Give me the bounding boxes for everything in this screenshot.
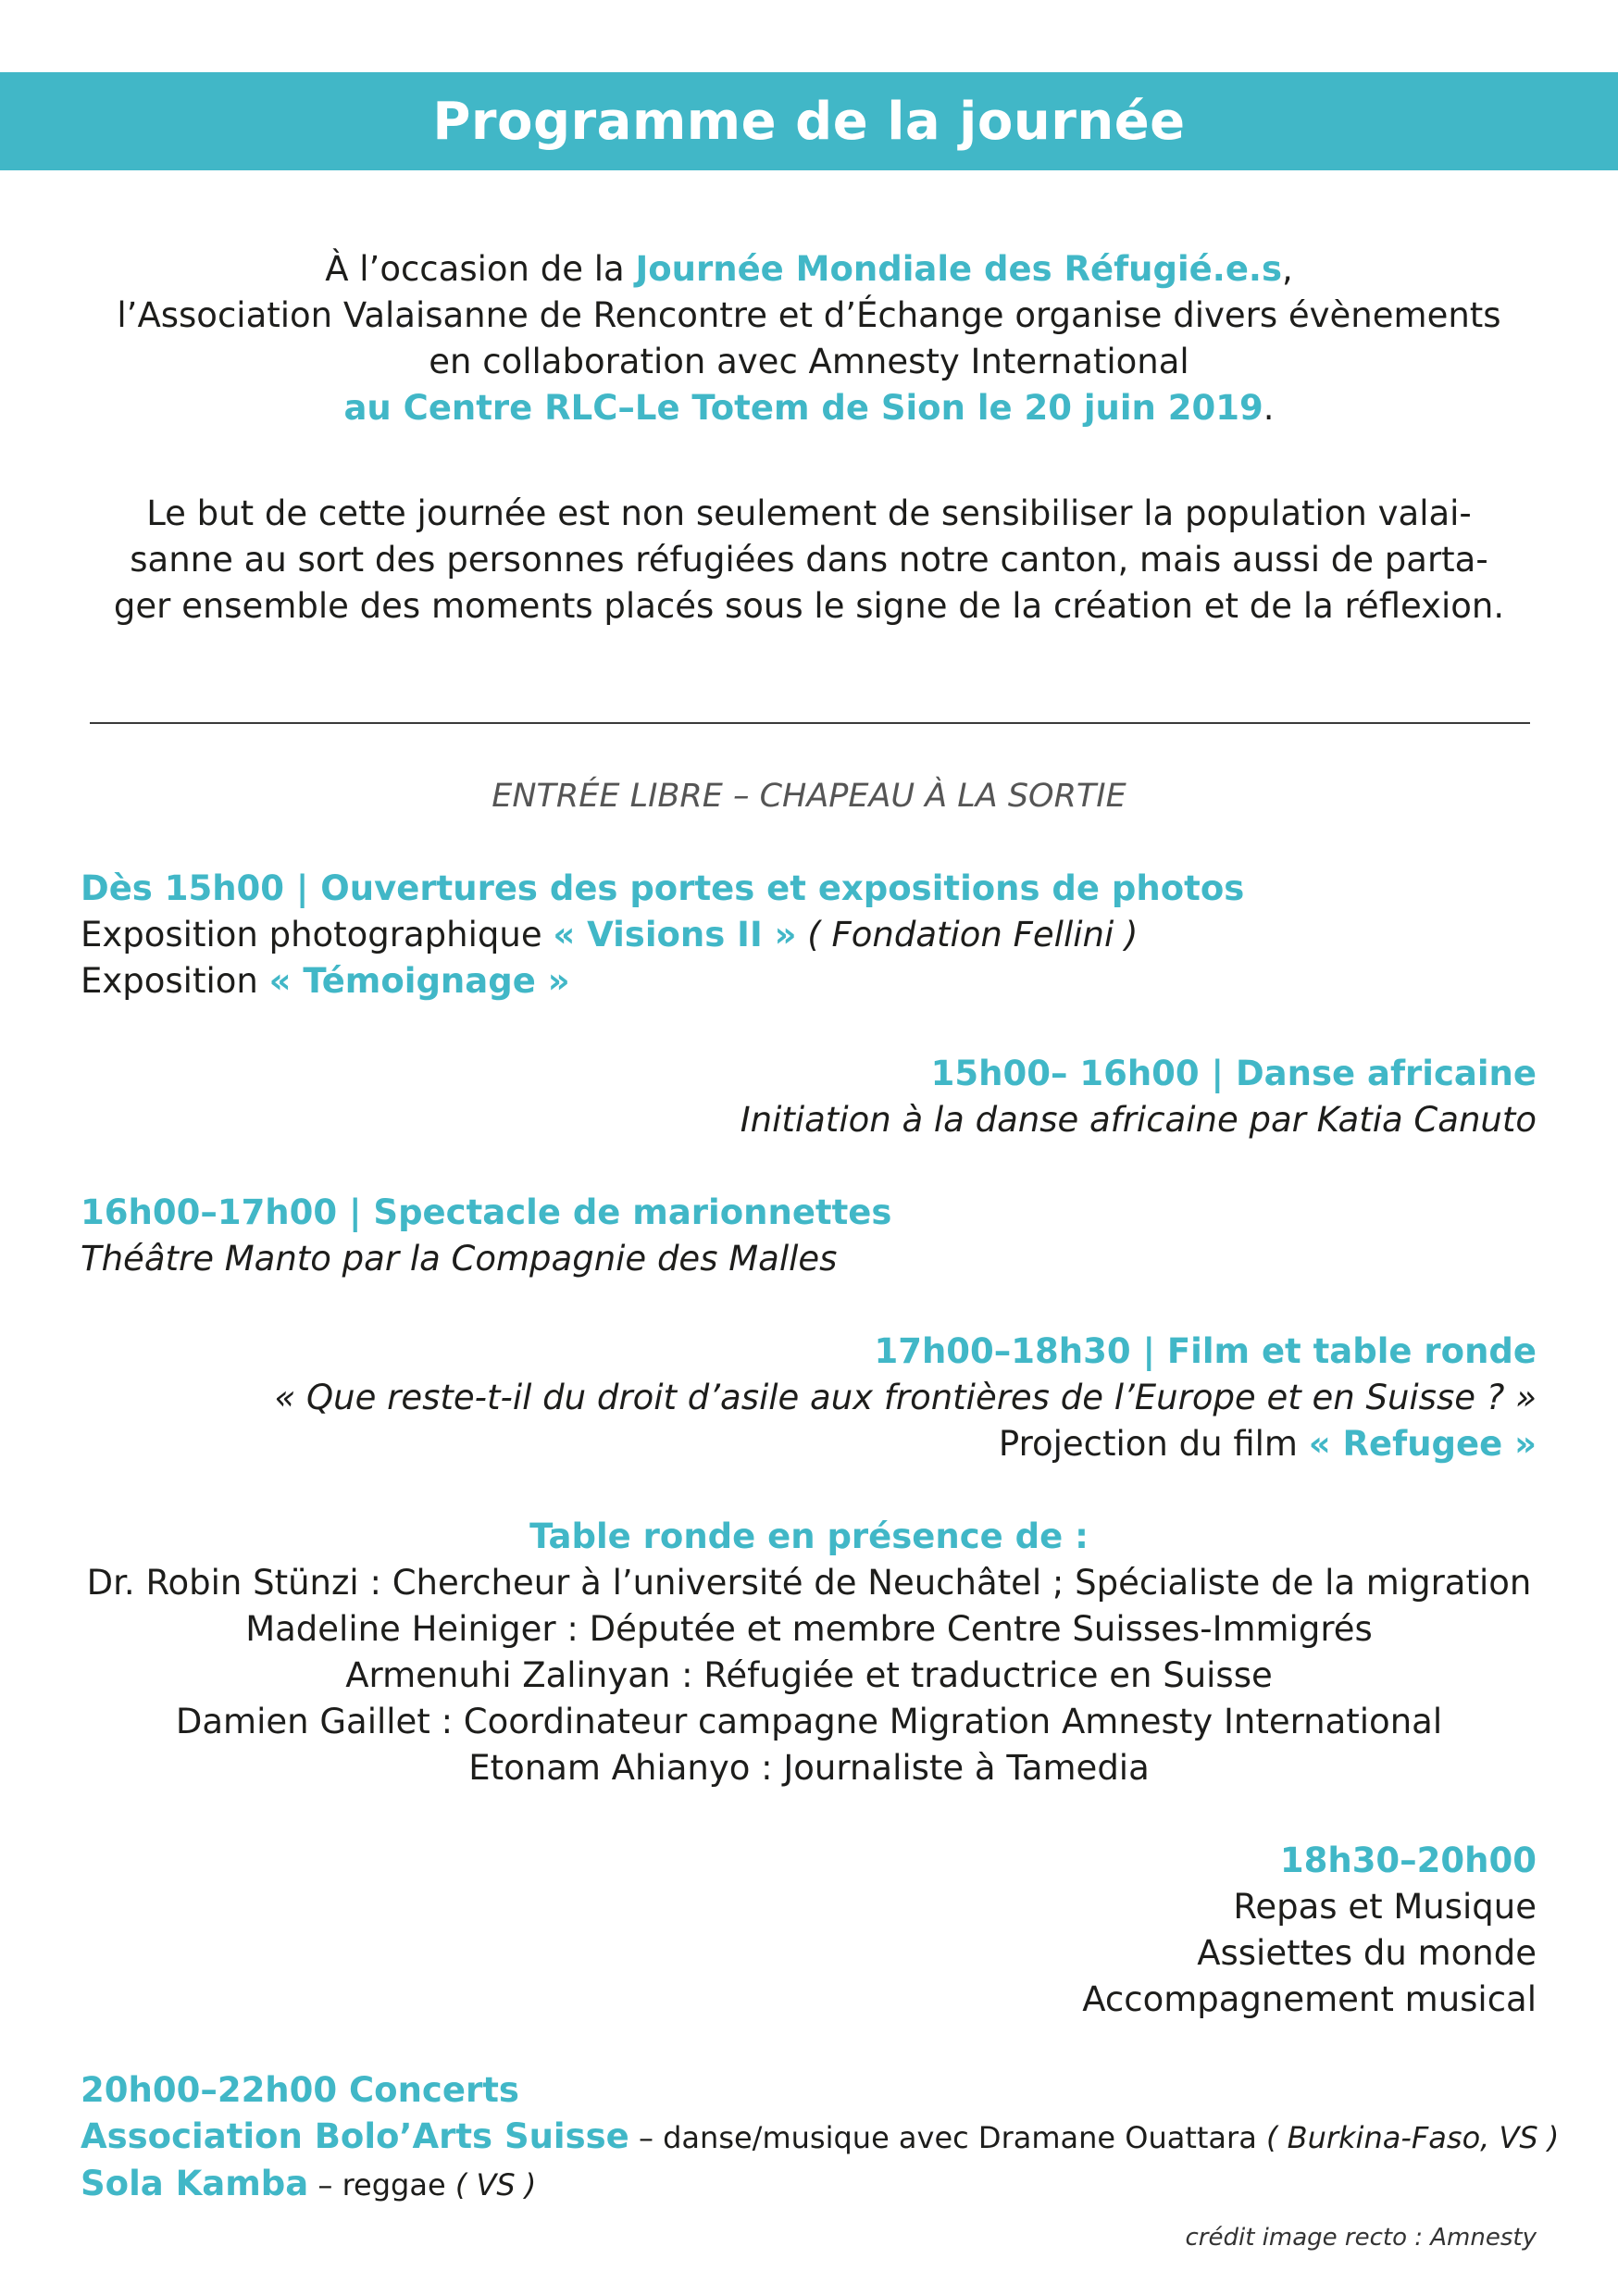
intro-text: À l’occasion de la [325,249,636,289]
event-line [81,912,1562,958]
event-text: Exposition photographique [81,915,554,955]
intro-text: . [1263,388,1275,428]
member-role: : Députée et membre Centre Suisses-Immigrés [555,1609,1373,1649]
event-title: 16h00–17h00 | Spectacle de marionnettes [81,1192,892,1232]
event-line: Assiettes du monde [1197,1933,1537,1973]
event-text: Exposition [81,961,269,1001]
purpose-line: sanne au sort des personnes réfugiées dans notre canton, mais aussi de parta- [130,540,1488,580]
artist-name: Association Bolo’Arts Suisse [81,2116,629,2156]
panel-member [56,1653,1562,1699]
intro-line-4 [56,385,1562,431]
event-dance [56,1051,1537,1143]
member-name: Etonam Ahianyo [468,1748,751,1788]
purpose-paragraph [56,491,1562,630]
exhibition-name: « Témoignage » [268,961,570,1001]
event-film [56,1329,1537,1467]
event-title: 17h00–18h30 | Film et table ronde [874,1331,1537,1371]
member-name: Madeline Heiniger [245,1609,556,1649]
event-line: Initiation à la danse africaine par Katia Canuto [740,1100,1537,1140]
member-name: Armenuhi Zalinyan [345,1655,671,1695]
intro-line-2: l’Association Valaisanne de Rencontre et d’Échange organise divers évènements [117,295,1501,335]
panel-title: Table ronde en présence de : [529,1516,1089,1556]
member-name: Dr. Robin Stünzi [86,1563,359,1603]
event-location-date: au Centre RLC–Le Totem de Sion le 20 juin 2019 [343,388,1263,428]
intro-paragraph [56,246,1562,431]
artist-name: Sola Kamba [81,2164,309,2203]
event-meal [56,1838,1537,2023]
artist-desc: – reggae [308,2167,455,2202]
purpose-line: Le but de cette journée est non seulement de sensibiliser la population valai- [146,493,1472,533]
purpose-line: ger ensemble des moments placés sous le signe de la création et de la réflexion. [113,586,1505,626]
event-line: « Que reste-t-il du droit d’asile aux frontières de l’Europe et en Suisse ? » [274,1378,1537,1417]
member-role: : Réfugiée et traductrice en Suisse [670,1655,1273,1695]
event-title: 15h00– 16h00 | Danse africaine [930,1054,1537,1093]
artist-desc: – danse/musique avec Dramane Ouattara [629,2120,1266,2155]
page-title: Programme de la journée [432,91,1186,152]
intro-line-1 [56,246,1562,293]
member-role: : Chercheur à l’université de Neuchâtel ; Spécialiste de la migration [358,1563,1532,1603]
artist-origin: ( Burkina-Faso, VS ) [1265,2120,1560,2155]
intro-line-3: en collaboration avec Amnesty International [429,342,1189,381]
event-concerts [81,2067,1562,2208]
member-role: : Coordinateur campagne Migration Amnesty International [429,1702,1443,1741]
entry-notice: ENTRÉE LIBRE – CHAPEAU À LA SORTIE [492,778,1126,815]
panel-list [56,1514,1562,1791]
event-line: Repas et Musique [1233,1887,1537,1927]
event-line: Accompagnement musical [1082,1979,1537,2019]
event-text: Projection du film [998,1424,1309,1464]
title-banner [0,72,1618,170]
event-name: Journée Mondiale des Réfugié.e.s [635,249,1283,289]
film-name: « Refugee » [1308,1424,1537,1464]
panel-member [56,1745,1562,1791]
panel-member [56,1560,1562,1606]
concert-item [81,2114,1562,2161]
image-credit: crédit image recto : Amnesty [1185,2224,1537,2252]
event-line [81,958,1562,1004]
event-opening [81,866,1562,1004]
event-title: Dès 15h00 | Ouvertures des portes et expositions de photos [81,868,1245,908]
member-role: : Journaliste à Tamedia [750,1748,1150,1788]
event-line [56,1421,1537,1467]
event-line: Théâtre Manto par la Compagnie des Malles [81,1239,838,1279]
concert-item [81,2161,1562,2208]
member-name: Damien Gaillet [175,1702,430,1741]
panel-member [56,1699,1562,1745]
panel-member [56,1606,1562,1653]
event-title: 18h30–20h00 [1279,1841,1537,1880]
event-credit: ( Fondation Fellini ) [796,915,1139,955]
divider [90,722,1530,724]
artist-origin: ( VS ) [454,2167,537,2202]
event-title: 20h00–22h00 Concerts [81,2070,519,2110]
event-puppets [81,1190,1562,1282]
exhibition-name: « Visions II » [553,915,797,955]
intro-text: , [1282,249,1293,289]
